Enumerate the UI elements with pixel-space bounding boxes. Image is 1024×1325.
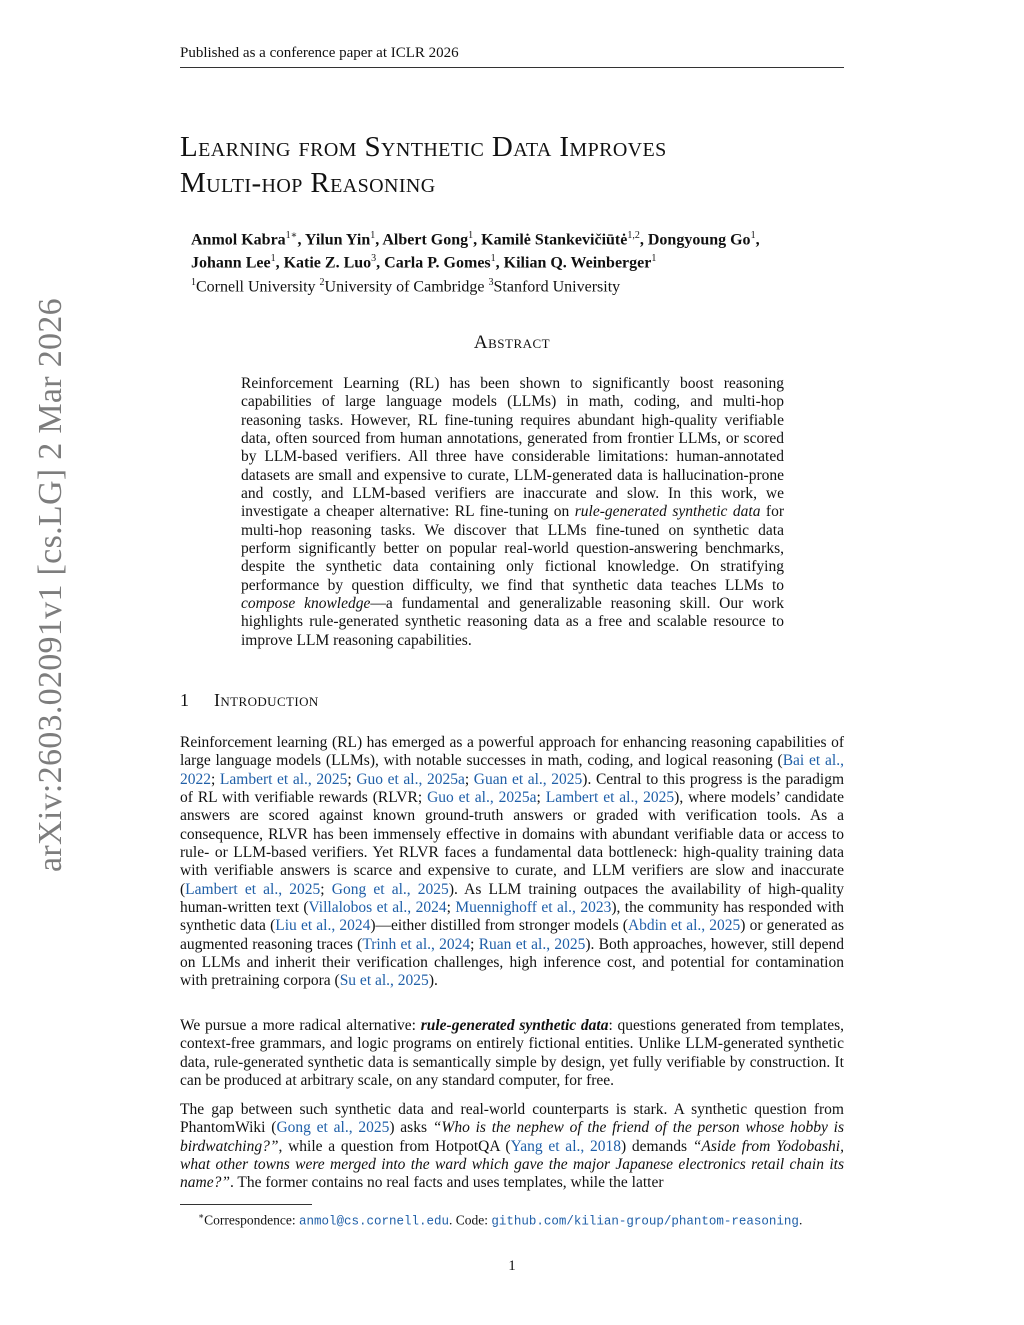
affiliation-mark: 3: [371, 253, 377, 265]
text-fragment: ) demands: [621, 1137, 693, 1155]
citation-link[interactable]: Lambert et al., 2025: [545, 789, 675, 807]
text-fragment: ;: [470, 935, 479, 953]
title-line-1: Learning from Synthetic Data Improves: [180, 131, 667, 163]
citation-link[interactable]: Lambert et al., 2025: [219, 770, 348, 788]
text-fragment: ;: [320, 880, 332, 898]
citation-link[interactable]: Liu et al., 2024: [275, 917, 371, 935]
affiliation-mark: 1: [285, 230, 291, 241]
citation-link[interactable]: Gong et al., 2025: [331, 880, 449, 898]
author-name: Johann Lee: [191, 254, 271, 272]
affiliation-mark: 1: [270, 253, 276, 265]
affiliation-mark: 1: [468, 230, 474, 241]
section-heading-introduction: [180, 689, 844, 711]
abstract-fragment: —a fundamental and generalizable reasoning skill. Our work highlights rule-generated synthetic reasoning data as a free and scalable resource to improve LLM reasoning capabilities.: [241, 595, 784, 649]
intro-paragraph-3: [180, 1101, 844, 1193]
text-fragment: )—either distilled from stronger models (: [370, 917, 628, 935]
abstract-emphasis: compose knowledge: [241, 595, 371, 613]
citation-link[interactable]: Lambert et al., 2025: [185, 880, 321, 898]
email-link[interactable]: anmol@cs.cornell.edu: [298, 1214, 449, 1229]
section-number: 1: [180, 690, 190, 710]
footnote: [198, 1208, 848, 1230]
text-fragment: ) asks: [389, 1119, 433, 1137]
affiliation-name: University of Cambridge: [324, 277, 485, 295]
citation-link[interactable]: Trinh et al., 2024: [362, 935, 471, 953]
abstract-text: [241, 375, 784, 650]
citation-link[interactable]: Guo et al., 2025a: [356, 770, 465, 788]
intro-paragraph-1: [180, 734, 844, 991]
example-question: “Who is the nephew of the friend of the person whose hobby is birdwatching?”: [180, 1119, 844, 1155]
author-name: Katie Z. Luo: [283, 254, 372, 272]
footnote-divider: [180, 1204, 312, 1205]
author-name: Kilian Q. Weinberger: [503, 254, 652, 272]
text-fragment: ;: [536, 789, 546, 807]
text-fragment: We pursue a more radical alternative:: [180, 1017, 421, 1034]
affiliation-mark: 1: [651, 253, 657, 265]
author-name: Kamilė Stankevičiūtė: [481, 231, 628, 249]
affiliation-mark: 1,2: [627, 230, 640, 241]
example-question: “Aside from Yodobashi, what other towns were merged into the ward which gave the major Japanese electronics retail chain its name?”: [180, 1137, 844, 1192]
affiliation-list: [191, 273, 851, 296]
bold-emphasis: rule-generated synthetic data: [420, 1017, 609, 1034]
affiliation-name: Cornell University: [196, 277, 316, 295]
text-fragment: ;: [464, 770, 474, 788]
text-fragment: Reinforcement learning (RL) has emerged as a powerful approach for enhancing reasoning capabilities of large language models (LLMs), with notable successes in math, coding, and logical reasoning (: [180, 734, 844, 770]
author-list: Anmol Kabra$^{1∗}$, Yilun Yin$^1$, Albert Gong$^1$, Kamilė Stankevičiūtė$^{1,2}$, Dongyoung Go$^1$, Johann Lee$^1$, Katie Z. Luo$^3$, Carla P. Gomes$^1$, Kilian Q. Weinberger$^1$: [191, 230, 760, 272]
text-fragment: ;: [211, 770, 220, 788]
affiliation-number: 3: [488, 276, 494, 288]
text-fragment: ;: [347, 770, 357, 788]
author-block: [191, 226, 851, 296]
author-name: Carla P. Gomes: [384, 254, 491, 272]
section-title: Introduction: [214, 690, 319, 710]
intro-paragraph-2: [180, 1017, 844, 1090]
citation-link[interactable]: Guo et al., 2025a: [427, 789, 537, 807]
affiliation-name: Stanford University: [493, 277, 621, 295]
text-fragment: ). As LLM training outpaces the availability of high-quality human-written text (: [180, 880, 845, 917]
text-fragment: The gap between such synthetic data and real-world counterparts is stark. A synthetic question from PhantomWiki (: [180, 1101, 844, 1137]
code-repo-link[interactable]: github.com/kilian-group/phantom-reasoning: [491, 1214, 799, 1229]
author-name: Yilun Yin: [304, 231, 371, 249]
affiliation-mark: 1: [750, 230, 756, 241]
citation-link[interactable]: Guan et al., 2025: [473, 770, 583, 788]
affiliation-mark: 1: [370, 230, 376, 241]
footnote-label: .: [798, 1212, 803, 1228]
text-fragment: , while a question from HotpotQA (: [278, 1137, 511, 1155]
text-fragment: ;: [446, 899, 456, 917]
abstract-heading: Abstract: [473, 332, 551, 353]
affiliation-number: 1: [191, 276, 196, 288]
footnote-label: . Code:: [449, 1212, 492, 1228]
correspondence-mark: ∗: [290, 230, 298, 241]
citation-link[interactable]: Villalobos et al., 2024: [308, 899, 447, 917]
citation-link[interactable]: Bai et al., 2022: [180, 752, 844, 788]
affiliation-number: 2: [319, 276, 325, 288]
text-fragment: ) or generated as augmented reasoning traces (: [180, 917, 844, 953]
page-number: 1: [508, 1258, 516, 1274]
citation-link[interactable]: Gong et al., 2025: [276, 1119, 390, 1137]
citation-link[interactable]: Abdin et al., 2025: [627, 917, 741, 935]
paper-title: [180, 129, 844, 201]
author-name: Dongyoung Go: [647, 231, 751, 249]
abstract-fragment: for multi-hop reasoning tasks. We discover that LLMs fine-tuned on synthetic data perform significantly better on popular real-world question-answering benchmarks, despite the synthetic data containing only fictional knowledge. On stratifying performance by question difficulty, we find that synthetic data teaches LLMs to: [241, 503, 784, 594]
text-fragment: ). Both approaches, however, still depend on LLMs and inherit their verification challenges, high inference cost, and potential for contamination with pretraining corpora (: [180, 935, 845, 990]
running-header: Published as a conference paper at ICLR 2026: [180, 45, 844, 68]
author-name: Albert Gong: [382, 231, 469, 249]
citation-link[interactable]: Su et al., 2025: [339, 972, 429, 990]
text-fragment: : questions generated from templates, context-free grammars, and logic programs on entirely fictional entities. Unlike LLM-generated synthetic data, rule-generated synthetic data is semantically simple by design, yet fully verifiable by construction. It can be produced at arbitrary scale, on any standard computer, for free.: [180, 1017, 844, 1090]
footnote-mark: ∗: [198, 1211, 205, 1221]
author-name: Anmol Kabra: [191, 231, 286, 249]
footnote-label: Correspondence:: [204, 1212, 299, 1228]
title-line-2: Multi-hop Reasoning: [180, 167, 436, 199]
text-fragment: . The former contains no real facts and uses templates, while the latter: [229, 1174, 664, 1192]
citation-link[interactable]: Ruan et al., 2025: [478, 935, 586, 953]
text-fragment: ), the community has responded with synthetic data (: [180, 899, 845, 935]
abstract-fragment: Reinforcement Learning (RL) has been shown to significantly boost reasoning capabilities of large language models (LLMs) in math, coding, and multi-hop reasoning tasks. However, RL fine-tuning requires abundant high-quality verifiable data, often sourced from human annotations, generated from frontier LLMs, or scored by LLM-based verifiers. All three have considerable limitations: human-annotated datasets are small and expensive to curate, LLM-generated data is hallucination-prone and costly, and LLM-based verifiers are inaccurate and slow. In this work, we investigate a cheaper alternative: RL fine-tuning on: [241, 375, 784, 521]
text-fragment: ).: [428, 972, 438, 990]
arxiv-identifier: arXiv:2603.02091v1 [cs.LG] 2 Mar 2026: [32, 298, 69, 872]
text-fragment: ). Central to this progress is the paradigm of RL with verifiable rewards (RLVR;: [180, 770, 845, 807]
abstract-emphasis: rule-generated synthetic data: [574, 503, 761, 521]
citation-link[interactable]: Yang et al., 2018: [510, 1137, 622, 1155]
text-fragment: ), where models’ candidate answers are scored against known ground-truth answers or graded with verification tools. As a consequence, RLVR has been immensely effective in domains with abundant verifiable data or access to rule- or LLM-based verifiers. Yet RLVR faces a fundamental data bottleneck: high-quality training data with verifiable answers is scarce and expensive to curate, and LLM verifiers are slow and inaccurate (: [180, 789, 844, 898]
affiliation-mark: 1: [490, 253, 496, 265]
citation-link[interactable]: Muennighoff et al., 2023: [455, 899, 612, 917]
